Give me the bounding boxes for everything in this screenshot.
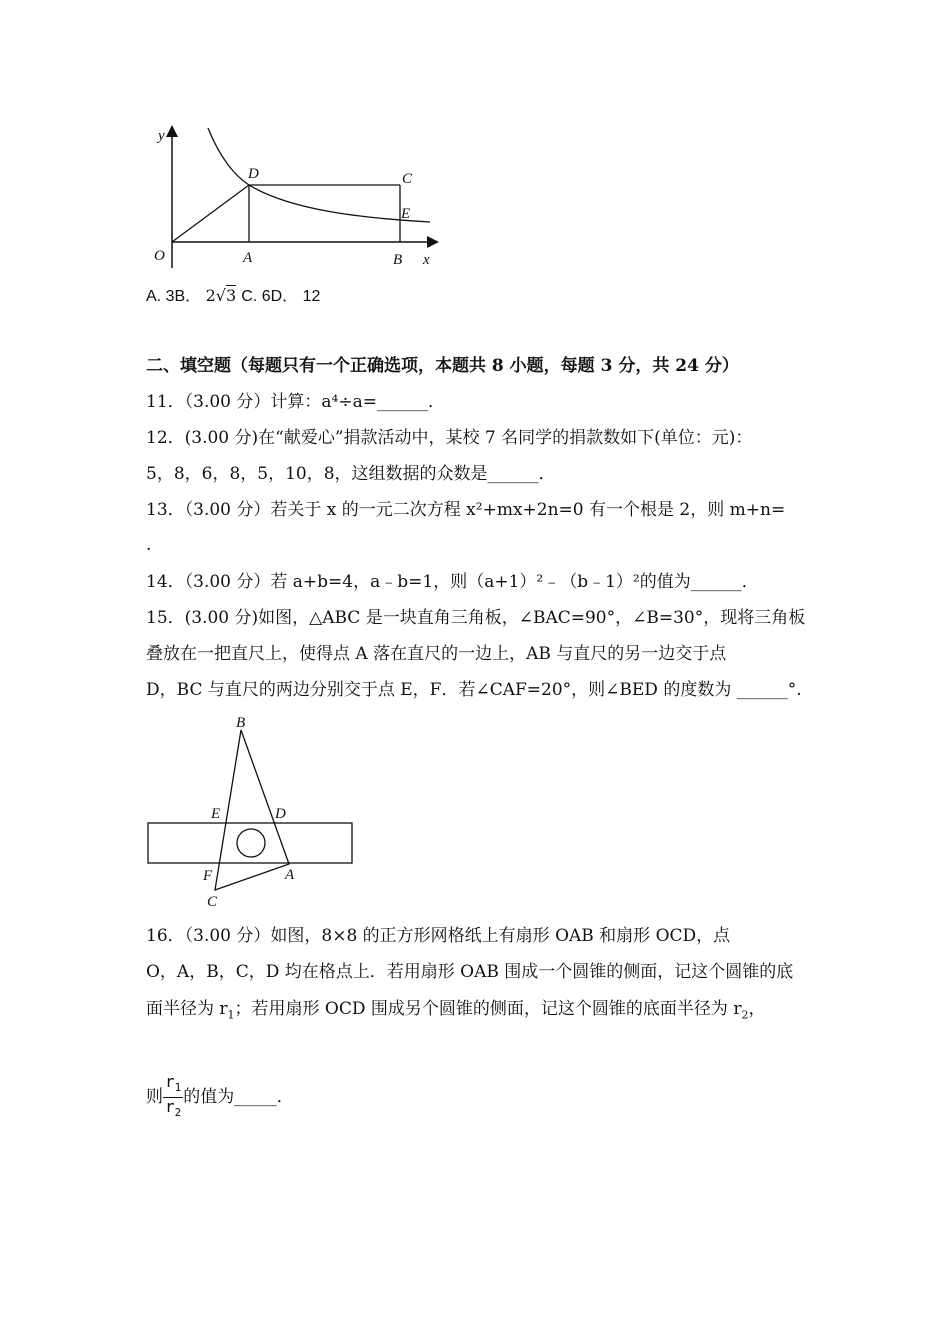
label-b: B [393,252,403,268]
question-16-line1: 16．（3.00 分）如图，8×8 的正方形网格纸上有扇形 OAB 和扇形 OCD，点 [146,926,731,946]
section-heading: 二、填空题（每题只有一个正确选项，本题共 8 小题，每题 3 分，共 24 分） [146,356,739,376]
label-a: A [243,250,253,266]
question-16-line2: O，A，B，C，D 均在格点上．若用扇形 OAB 围成一个圆锥的侧面，记这个圆锥的底 [146,962,794,982]
q16-line3-a: 面半径为 r [146,999,228,1019]
question-15-line3: D，BC 与直尺的两边分别交于点 E，F．若∠CAF=20°，则∠BED 的度数为 ______°. [146,680,802,700]
label-d: D [248,166,259,182]
figure-hyperbola-rectangle [140,118,450,278]
hyperbola-curve [208,128,430,222]
question-12-line1: 12．(3.00 分)在“献爱心”捐款活动中，某校 7 名同学的捐款数如下(单位：元)： [146,428,753,448]
question-13-line2: . [146,535,152,555]
sqrt-symbol: √ [215,286,226,305]
q16-sub1: 1 [227,1008,235,1022]
question-12-line2: 5，8，6，8，5，10，8，这组数据的众数是______． [146,464,556,484]
question-16-line3 [146,997,765,1027]
question-16-line4 [146,1072,294,1122]
figure-triangle-ruler [140,712,370,912]
option-b-value [206,285,242,305]
option-c-d: C. 6D． [241,288,299,305]
label-c: C [402,171,413,187]
label-y: y [158,128,165,144]
question-11: 11．（3.00 分）计算：a⁴÷a=______． [146,392,445,412]
label-c: C [207,894,218,910]
ruler-hole [237,829,265,857]
q16-line4-pre: 则 [146,1087,163,1107]
label-x: x [423,252,430,268]
label-f: F [203,868,213,884]
label-e: E [211,806,221,822]
option-d-value: 12 [302,288,321,305]
label-o: O [154,248,165,264]
option-b-radicand: 3 [225,286,237,305]
option-b-coef: 2 [205,286,216,305]
question-15-line1: 15．(3.00 分)如图，△ABC 是一块直角三角板，∠BAC=90°，∠B=30°，现将三角板 [146,608,806,628]
question-15-line2: 叠放在一把直尺上，使得点 A 落在直尺的一边上，AB 与直尺的另一边交于点 [146,644,727,664]
label-a: A [285,867,295,883]
q16-line4-post: 的值为_____． [183,1087,294,1107]
option-a-b: A. 3B． [146,288,202,305]
fraction-numerator: $r_1$ [163,1073,183,1098]
fraction-denominator: $r_2$ [165,1097,182,1120]
question-14: 14．（3.00 分）若 a+b=4，a﹣b=1，则（a+1）²﹣（b﹣1）²的值为______． [146,572,759,592]
q16-line3-c: ， [748,999,766,1019]
q16-sub2: 2 [741,1008,749,1022]
question-13-line1: 13．（3.00 分）若关于 x 的一元二次方程 x²+mx+2n=0 有一个根是 2，则 m+n= [146,500,786,520]
label-e: E [401,206,411,222]
q10-options [146,284,320,309]
q16-line3-b: ；若用扇形 OCD 围成另个圆锥的侧面，记这个圆锥的底面半径为 r [234,999,742,1019]
label-b: B [236,715,246,731]
fraction-r1-r2 [163,1073,183,1122]
segment-od [172,185,249,242]
label-d: D [275,806,286,822]
